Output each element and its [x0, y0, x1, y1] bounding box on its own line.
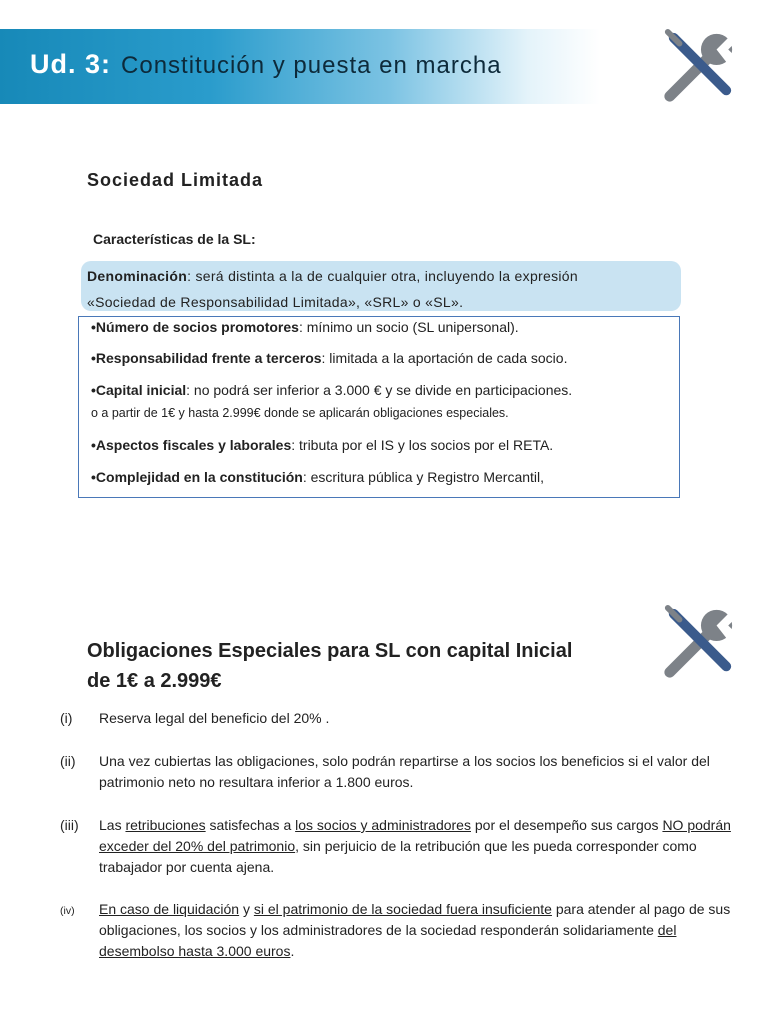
denominacion-box	[81, 261, 681, 311]
unit-title	[30, 49, 502, 80]
unit-name: Constitución y puesta en marcha	[121, 52, 502, 79]
item-number: (ii)	[60, 753, 76, 769]
unit-number: Ud. 3:	[30, 49, 112, 79]
list-item: •Responsabilidad frente a terceros: limitada a la aportación de cada socio.	[91, 350, 568, 366]
section-title: Sociedad Limitada	[87, 170, 264, 190]
item-text: Reserva legal del beneficio del 20% .	[99, 710, 330, 726]
item-number: (i)	[60, 710, 73, 726]
item-text: Una vez cubiertas las obligaciones, solo podrán repartirse a los socios los beneficios si el valor del patrimonio neto no resultara inferior a 1.800 euros.	[99, 753, 710, 790]
capital-note: o a partir de 1€ y hasta 2.999€ donde se aplicarán obligaciones especiales.	[91, 406, 509, 420]
denominacion-line-2: «Sociedad de Responsabilidad Limitada», «SRL» o «SL».	[87, 294, 464, 310]
tools-icon	[660, 604, 738, 682]
list-item: •Capital inicial: no podrá ser inferior a 3.000 € y se divide en participaciones.	[91, 382, 573, 398]
list-item: •Aspectos fiscales y laborales: tributa por el IS y los socios por el RETA.	[91, 437, 554, 453]
denominacion-line-1: Denominación: será distinta a la de cualquier otra, incluyendo la expresión	[87, 268, 578, 284]
item-text: En caso de liquidación y si el patrimonio de la sociedad fuera insuficiente para atender al pago de sus obligaciones, los socios y los administradores de la sociedad responderán solidariamente del desembolso hasta 3.000 euros.	[99, 901, 731, 959]
item-text: Las retribuciones satisfechas a los socios y administradores por el desempeño sus cargos NO podrán exceder del 20% del patrimonio, sin perjuicio de la retribución que les pueda corresponder como trabajador por cuenta ajena.	[99, 817, 731, 875]
denominacion-label: Denominación	[87, 268, 188, 284]
tools-icon	[660, 28, 738, 106]
list-item: •Número de socios promotores: mínimo un socio (SL unipersonal).	[91, 319, 519, 335]
item-number: (iv)	[60, 905, 75, 917]
list-item: •Complejidad en la constitución: escritura pública y Registro Mercantil,	[91, 469, 545, 485]
item-number: (iii)	[60, 817, 79, 833]
obligations-title: Obligaciones Especiales para SL con capital Inicial de 1€ a 2.999€	[87, 640, 573, 692]
characteristics-list	[78, 316, 680, 498]
header-banner	[0, 29, 600, 104]
characteristics-heading: Características de la SL:	[93, 231, 256, 247]
